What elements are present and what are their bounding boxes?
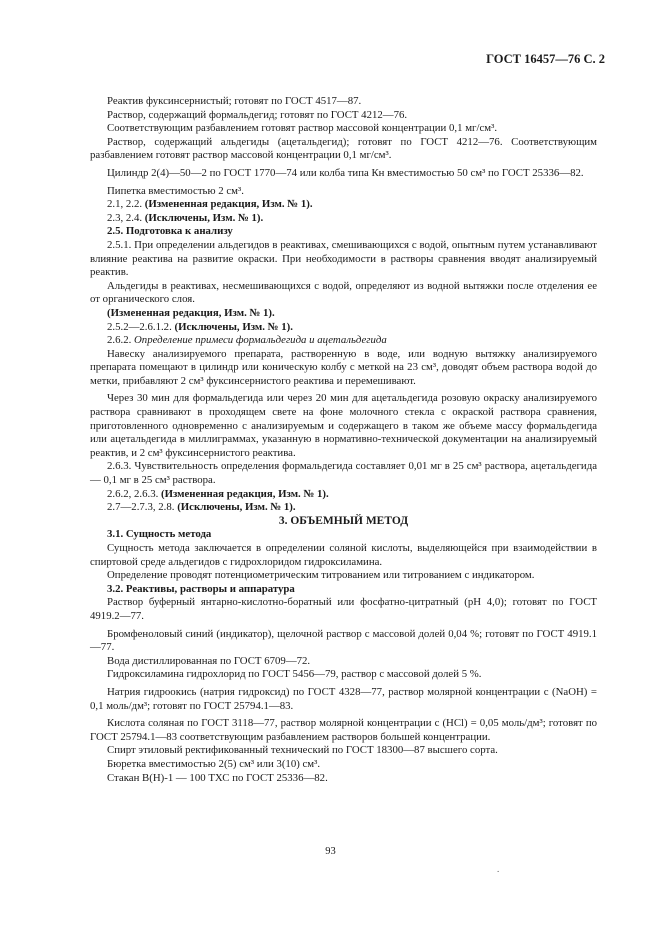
page-number: 93 [325,846,336,857]
amendment-note [90,321,597,335]
paragraph: Реактив фуксинсернистый; готовят по ГОСТ 4517—87. [107,95,362,107]
paragraph: Вода дистиллированная по ГОСТ 6709—72. [107,654,311,667]
paragraph: Кислота соляная по ГОСТ 3118—77, раствор молярной концентрации c (HCl) = 0,05 моль/дм³; готовят по ГОСТ 25794.1—83 соответствующим разбавлением растворов большей концентрации. [90,717,597,743]
clause-ref: 2.6.2. [107,334,134,347]
subsection-heading: 2.5. Подготовка к анализу [107,225,233,238]
subsection-title-text: Определение примеси формальдегида и ацетальдегида [134,334,387,347]
paragraph: 2.5.1. При определении альдегидов в реактивах, смешивающихся с водой, опытным путем устанавливают влияние реактива на развитие окраски. При необходимости в растворы сравнения вводят анализируемый реактив. [90,238,597,279]
paragraph: Навеску анализируемого препарата, растворенную в воде, или водную вытяжку анализируемого препарата помещают в цилиндр или коническую колбу с меткой на 23 см³, доводят объем раствора водой до метки, прибавляют 2 см³ фуксинсернистого реактива и перемешивают. [90,347,597,387]
amendment-note [90,212,597,226]
paragraph: Раствор, содержащий формальдегид; готовят по ГОСТ 4212—76. [107,108,408,121]
stray-mark: . [497,864,500,874]
subsection-title [90,334,597,348]
paragraph: Через 30 мин для формальдегида или через 20 мин для ацетальдегида розовую окраску анализируемого раствора сравнивают в проходящем свете на фоне молочного стекла с окраской раствора сравнения, приготовленного одновременно с анализируемым и содержащего в таком же объеме массу формальдегида или ацетальдегида в миллиграммах, указанную в нормативно-технической документации на анализируемый реактив, и 2 см³ фуксинсернистого реактива. [90,392,597,459]
amendment-text: (Исключены, Изм. № 1). [144,211,264,224]
amendment-text: (Измененная редакция, Изм. № 1). [144,198,313,211]
paragraph: Стакан В(Н)-1 — 100 ТХС по ГОСТ 25336—82. [107,771,328,784]
amendment-note: (Измененная редакция, Изм. № 1). [107,306,275,319]
paragraph: Гидроксиламина гидрохлорид по ГОСТ 5456—79, раствор с массовой долей 5 %. [107,668,482,681]
paragraph: Спирт этиловый ректификованный технический по ГОСТ 18300—87 высшего сорта. [107,744,498,757]
amendment-text: (Измененная редакция, Изм. № 1). [160,487,329,500]
subsection-heading: 3.1. Сущность метода [107,528,212,541]
section-heading: 3. ОБЪЕМНЫЙ МЕТОД [278,514,409,527]
paragraph: Бромфеноловый синий (индикатор), щелочной раствор с массовой долей 0,04 %; готовят по ГОСТ 4919.1—77. [90,627,597,654]
paragraph: Цилиндр 2(4)—50—2 по ГОСТ 1770—74 или колба типа Кн вместимостью 50 см³ по ГОСТ 25336—82. [107,166,584,179]
paragraph: Соответствующим разбавлением готовят раствор массовой концентрации 0,1 мг/см³. [107,122,498,135]
paragraph: Раствор буферный янтарно-кислотно-боратный или фосфатно-цитратный (pH 4,0); готовят по ГОСТ 4919.2—77. [90,596,597,622]
subsection-heading: 3.2. Реактивы, растворы и аппаратура [107,582,295,595]
paragraph: Альдегиды в реактивах, несмешивающихся с водой, определяют из водной вытяжки после отделения ее от органического слоя. [90,279,597,306]
amendment-note [90,501,597,515]
clause-ref: 2.6.2, 2.6.3. [107,487,161,500]
amendment-text: (Исключены, Изм. № 1). [174,320,293,333]
clause-ref: 2.3, 2.4. [107,211,145,224]
paragraph: Бюретка вместимостью 2(5) см³ или 3(10) см³. [107,757,321,770]
clause-ref: 2.1, 2.2. [107,198,145,211]
clause-ref: 2.7—2.7.3, 2.8. [107,501,178,514]
document-body [90,95,597,785]
amendment-note [90,488,597,502]
paragraph: Раствор, содержащий альдегиды (ацетальдегид); готовят по ГОСТ 4212—76. Соответствующим разбавлением готовят раствор массовой концентрации 0,1 мг/см³. [90,135,597,162]
amendment-text: (Исключены, Изм. № 1). [177,501,296,514]
page-header: ГОСТ 16457—76 С. 2 [486,52,605,66]
paragraph: 2.6.3. Чувствительность определения формальдегида составляет 0,01 мг в 25 см³ раствора, ацетальдегида — 0,1 мг в 25 см³ раствора. [90,460,597,487]
paragraph: Пипетка вместимостью 2 см³. [107,184,244,197]
clause-ref: 2.5.2—2.6.1.2. [107,320,175,333]
paragraph: Натрия гидроокись (натрия гидроксид) по ГОСТ 4328—77, раствор молярной концентрации c (NaOH) = 0,1 моль/дм³; готовят по ГОСТ 25794.1—83. [90,685,597,712]
paragraph: Определение проводят потенциометрическим титрованием или титрованием с индикатором. [107,569,535,582]
paragraph: Сущность метода заключается в определении соляной кислоты, выделяющейся при взаимодействии в спиртовой среде альдегидов с гидрохлоридом гидроксиламина. [90,542,597,568]
amendment-note [90,198,597,212]
